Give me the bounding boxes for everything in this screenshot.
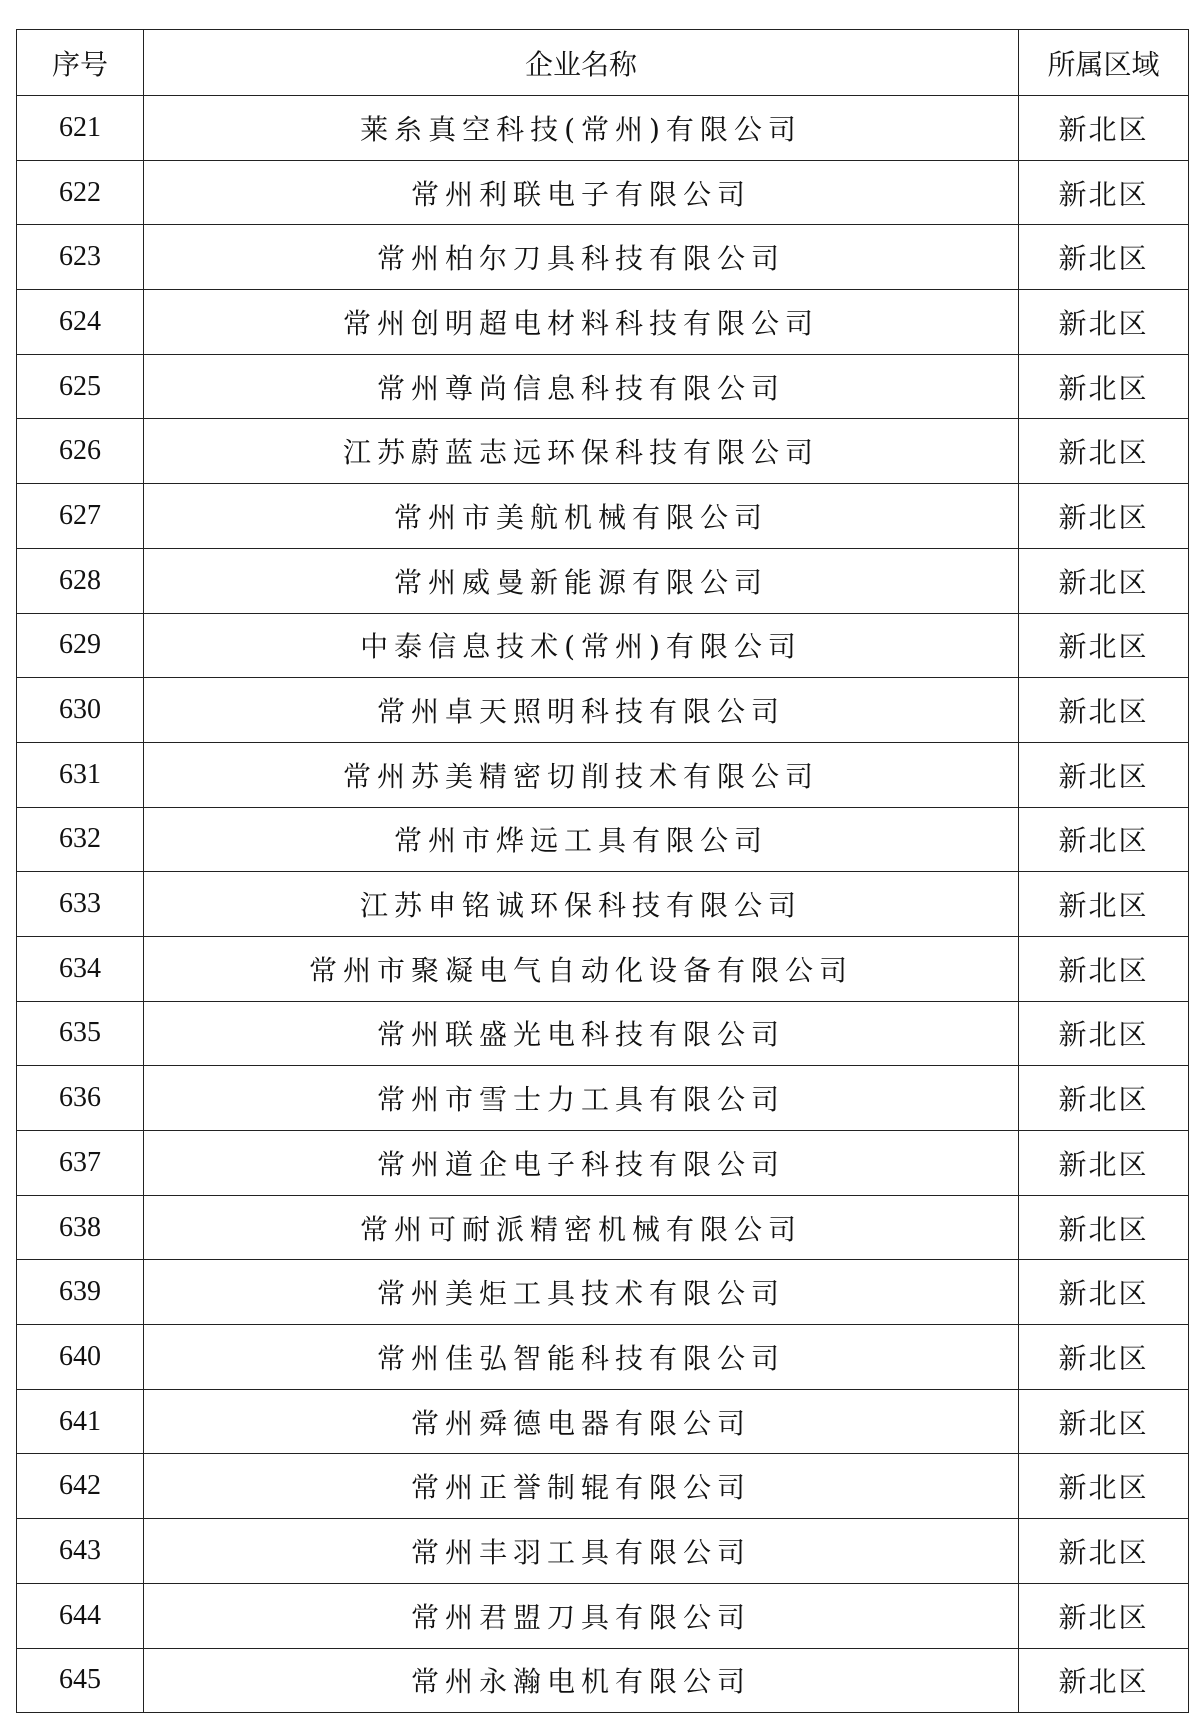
row-seq-number: 641	[17, 1389, 144, 1454]
row-company-name: 常州创明超电材料科技有限公司	[144, 290, 1019, 355]
table-row	[17, 678, 1189, 743]
row-region: 新北区	[1019, 96, 1189, 161]
row-region: 新北区	[1019, 807, 1189, 872]
row-company-name: 莱糸真空科技(常州)有限公司	[144, 96, 1019, 161]
row-region: 新北区	[1019, 936, 1189, 1001]
row-seq-number: 642	[17, 1454, 144, 1519]
row-region: 新北区	[1019, 678, 1189, 743]
row-company-name: 江苏申铭诚环保科技有限公司	[144, 872, 1019, 937]
header-region: 所属区域	[1019, 30, 1189, 96]
table-row	[17, 613, 1189, 678]
row-seq-number: 627	[17, 484, 144, 549]
row-company-name: 常州君盟刀具有限公司	[144, 1583, 1019, 1648]
table-row	[17, 548, 1189, 613]
row-seq-number: 640	[17, 1325, 144, 1390]
row-seq-number: 643	[17, 1519, 144, 1584]
row-seq-number: 635	[17, 1001, 144, 1066]
table-row	[17, 1260, 1189, 1325]
row-company-name: 常州卓天照明科技有限公司	[144, 678, 1019, 743]
table-row	[17, 742, 1189, 807]
table-row	[17, 1648, 1189, 1713]
row-seq-number: 628	[17, 548, 144, 613]
row-region: 新北区	[1019, 742, 1189, 807]
table-row	[17, 1454, 1189, 1519]
row-region: 新北区	[1019, 484, 1189, 549]
row-seq-number: 623	[17, 225, 144, 290]
row-company-name: 江苏蔚蓝志远环保科技有限公司	[144, 419, 1019, 484]
row-region: 新北区	[1019, 1131, 1189, 1196]
row-company-name: 常州佳弘智能科技有限公司	[144, 1325, 1019, 1390]
table-row	[17, 484, 1189, 549]
table-row	[17, 354, 1189, 419]
row-seq-number: 629	[17, 613, 144, 678]
row-company-name: 常州舜德电器有限公司	[144, 1389, 1019, 1454]
header-seq: 序号	[17, 30, 144, 96]
row-company-name: 常州威曼新能源有限公司	[144, 548, 1019, 613]
row-seq-number: 645	[17, 1648, 144, 1713]
row-region: 新北区	[1019, 290, 1189, 355]
row-company-name: 常州联盛光电科技有限公司	[144, 1001, 1019, 1066]
row-company-name: 常州永瀚电机有限公司	[144, 1648, 1019, 1713]
table-body	[17, 96, 1189, 1713]
row-seq-number: 631	[17, 742, 144, 807]
row-company-name: 常州柏尔刀具科技有限公司	[144, 225, 1019, 290]
table-row	[17, 936, 1189, 1001]
table-row	[17, 1131, 1189, 1196]
row-region: 新北区	[1019, 1648, 1189, 1713]
table-row	[17, 1195, 1189, 1260]
row-seq-number: 639	[17, 1260, 144, 1325]
row-company-name: 常州苏美精密切削技术有限公司	[144, 742, 1019, 807]
row-seq-number: 622	[17, 160, 144, 225]
row-region: 新北区	[1019, 548, 1189, 613]
row-company-name: 常州市雪士力工具有限公司	[144, 1066, 1019, 1131]
row-company-name: 常州丰羽工具有限公司	[144, 1519, 1019, 1584]
table-row	[17, 872, 1189, 937]
header-company-name: 企业名称	[144, 30, 1019, 96]
table-row	[17, 807, 1189, 872]
row-region: 新北区	[1019, 160, 1189, 225]
table-row	[17, 160, 1189, 225]
table-row	[17, 1519, 1189, 1584]
row-seq-number: 630	[17, 678, 144, 743]
row-region: 新北区	[1019, 225, 1189, 290]
table-row	[17, 1001, 1189, 1066]
table-row	[17, 290, 1189, 355]
row-region: 新北区	[1019, 1260, 1189, 1325]
row-region: 新北区	[1019, 1066, 1189, 1131]
row-company-name: 常州市美航机械有限公司	[144, 484, 1019, 549]
row-company-name: 中泰信息技术(常州)有限公司	[144, 613, 1019, 678]
row-region: 新北区	[1019, 613, 1189, 678]
row-company-name: 常州美炬工具技术有限公司	[144, 1260, 1019, 1325]
row-company-name: 常州道企电子科技有限公司	[144, 1131, 1019, 1196]
row-region: 新北区	[1019, 1389, 1189, 1454]
row-company-name: 常州可耐派精密机械有限公司	[144, 1195, 1019, 1260]
row-region: 新北区	[1019, 354, 1189, 419]
row-seq-number: 621	[17, 96, 144, 161]
table-row	[17, 1325, 1189, 1390]
company-table	[16, 29, 1189, 1713]
row-company-name: 常州市烨远工具有限公司	[144, 807, 1019, 872]
table-row	[17, 1583, 1189, 1648]
row-seq-number: 633	[17, 872, 144, 937]
row-seq-number: 626	[17, 419, 144, 484]
row-company-name: 常州市聚凝电气自动化设备有限公司	[144, 936, 1019, 1001]
row-seq-number: 644	[17, 1583, 144, 1648]
row-seq-number: 632	[17, 807, 144, 872]
row-region: 新北区	[1019, 1454, 1189, 1519]
row-seq-number: 636	[17, 1066, 144, 1131]
table-row	[17, 1066, 1189, 1131]
row-region: 新北区	[1019, 1325, 1189, 1390]
header-row	[17, 30, 1189, 96]
row-seq-number: 638	[17, 1195, 144, 1260]
row-company-name: 常州正誉制辊有限公司	[144, 1454, 1019, 1519]
row-seq-number: 625	[17, 354, 144, 419]
table-row	[17, 96, 1189, 161]
table-row	[17, 225, 1189, 290]
row-company-name: 常州利联电子有限公司	[144, 160, 1019, 225]
row-region: 新北区	[1019, 1001, 1189, 1066]
row-seq-number: 634	[17, 936, 144, 1001]
table-header	[17, 30, 1189, 96]
row-seq-number: 637	[17, 1131, 144, 1196]
table-row	[17, 419, 1189, 484]
row-company-name: 常州尊尚信息科技有限公司	[144, 354, 1019, 419]
row-region: 新北区	[1019, 1519, 1189, 1584]
row-region: 新北区	[1019, 872, 1189, 937]
row-region: 新北区	[1019, 419, 1189, 484]
row-region: 新北区	[1019, 1583, 1189, 1648]
table-row	[17, 1389, 1189, 1454]
row-seq-number: 624	[17, 290, 144, 355]
row-region: 新北区	[1019, 1195, 1189, 1260]
